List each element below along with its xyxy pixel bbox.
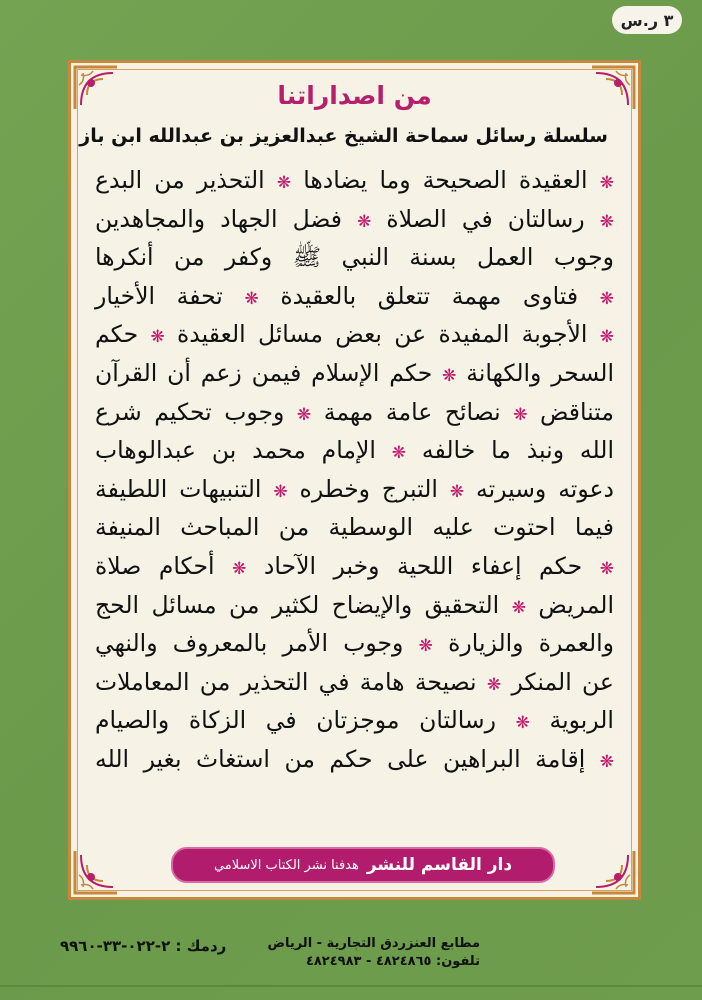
book-title: أحكام صلاة	[95, 551, 215, 580]
star-separator-icon: ❋	[515, 713, 530, 734]
book-title: وجوب الأمر بالمعروف والنهي	[95, 629, 404, 658]
book-title: دعوته وسيرته	[476, 474, 614, 503]
book-title: إقامة البراهين على حكم من استغاث بغير الله	[95, 744, 586, 773]
star-separator-icon: ❋	[418, 636, 433, 657]
star-separator-icon: ❋	[599, 751, 614, 772]
book-title: والعمرة والزيارة	[448, 629, 614, 658]
star-separator-icon: ❋	[511, 597, 526, 618]
star-separator-icon: ❋	[244, 288, 259, 309]
book-title: نصيحة هامة في التحذير من المعاملات	[95, 667, 477, 696]
book-title: فضل الجهاد والمجاهدين	[95, 204, 342, 233]
title-line	[95, 624, 614, 663]
section-title: من اصداراتنا	[277, 81, 432, 110]
title-line	[95, 470, 614, 509]
book-title: السحر والكهانة	[466, 358, 614, 387]
book-title: حكم الإسلام فيمن زعم أن القرآن	[95, 358, 433, 387]
book-title: التحذير من البدع	[95, 166, 265, 194]
star-separator-icon: ❋	[599, 288, 614, 309]
title-line	[95, 354, 614, 393]
book-title: متناقض	[540, 397, 614, 426]
publisher-slogan: هدفنا نشر الكتاب الاسلامي	[213, 857, 359, 873]
star-separator-icon: ❋	[599, 327, 614, 348]
publisher-banner	[171, 847, 555, 883]
isbn: ردمك : ٢-٠٢٢-٣٣-٩٩٦٠	[60, 937, 227, 955]
star-separator-icon: ❋	[296, 404, 312, 425]
title-line	[95, 740, 614, 779]
star-separator-icon: ❋	[599, 558, 614, 579]
title-line	[95, 547, 614, 586]
book-title: وجوب تحكيم شرع	[95, 397, 285, 426]
star-separator-icon: ❋	[449, 481, 465, 502]
title-line	[95, 393, 614, 432]
book-title: المريض	[538, 590, 614, 619]
star-separator-icon: ❋	[232, 558, 247, 579]
star-separator-icon: ❋	[276, 173, 292, 193]
star-separator-icon: ❋	[273, 481, 288, 502]
star-separator-icon: ❋	[599, 211, 614, 232]
title-line	[95, 586, 614, 625]
book-title: العقيدة الصحيحة وما يضادها	[303, 166, 588, 194]
title-line	[95, 161, 614, 200]
book-title: فتاوى مهمة تتعلق بالعقيدة	[280, 281, 579, 310]
title-line	[95, 701, 614, 740]
titles-panel	[68, 60, 641, 900]
publisher-name: دار القاسم للنشر	[366, 855, 513, 875]
bottom-rule	[0, 985, 702, 987]
title-line	[95, 277, 614, 316]
star-separator-icon: ❋	[513, 404, 528, 425]
price-badge: ٣ ر.س	[612, 6, 682, 34]
book-title: الأجوبة المفيدة عن بعض مسائل العقيدة	[177, 320, 588, 349]
title-line	[95, 200, 614, 239]
book-title: فيما احتوت عليه الوسطية من المباحث المنيفة	[95, 513, 614, 542]
series-subtitle: سلسلة رسائل سماحة الشيخ عبدالعزيز بن عبدالله ابن باز	[79, 125, 608, 147]
book-title: عن المنكر	[511, 667, 614, 696]
book-title: رسالتان في الصلاة	[386, 204, 585, 233]
star-separator-icon: ❋	[391, 443, 407, 464]
star-separator-icon: ❋	[150, 327, 165, 348]
book-title: الله ونبذ ما خالفه	[421, 436, 614, 465]
title-line	[95, 508, 614, 547]
printer-phone: تلفون: ٤٨٢٤٨٦٥ - ٤٨٢٤٩٨٣	[305, 954, 480, 969]
book-title: حكم إعفاء اللحية وخبر الآحاد	[263, 551, 583, 580]
book-title: رسالتان موجزتان في الزكاة والصيام	[95, 706, 496, 735]
corner-ornament-icon	[590, 849, 636, 895]
book-title: نصائح عامة مهمة	[323, 397, 501, 426]
title-line	[95, 238, 614, 277]
title-line	[95, 315, 614, 354]
book-title: وجوب العمل بسنة النبي ﷺ وكفر من أنكرها	[95, 243, 614, 272]
title-line	[95, 663, 614, 702]
book-title: تحفة الأخيار	[95, 281, 223, 310]
book-title: التبرج وخطره	[299, 474, 438, 503]
titles-list	[95, 161, 614, 779]
corner-ornament-icon	[73, 849, 119, 895]
star-separator-icon: ❋	[442, 365, 457, 386]
star-separator-icon: ❋	[357, 211, 372, 232]
star-separator-icon: ❋	[599, 173, 614, 193]
book-title: الربوية	[549, 706, 614, 735]
book-title: التحقيق والإيضاح لكثير من مسائل الحج	[95, 590, 500, 619]
title-line	[95, 431, 614, 470]
book-title: حكم	[95, 320, 139, 349]
book-title: التنبيهات اللطيفة	[95, 474, 262, 503]
printer-info	[267, 935, 480, 971]
book-title: الإمام محمد بن عبدالوهاب	[95, 436, 376, 465]
printer-name: مطابع العنزردق التجارية - الرياض	[267, 936, 480, 951]
star-separator-icon: ❋	[486, 674, 502, 695]
